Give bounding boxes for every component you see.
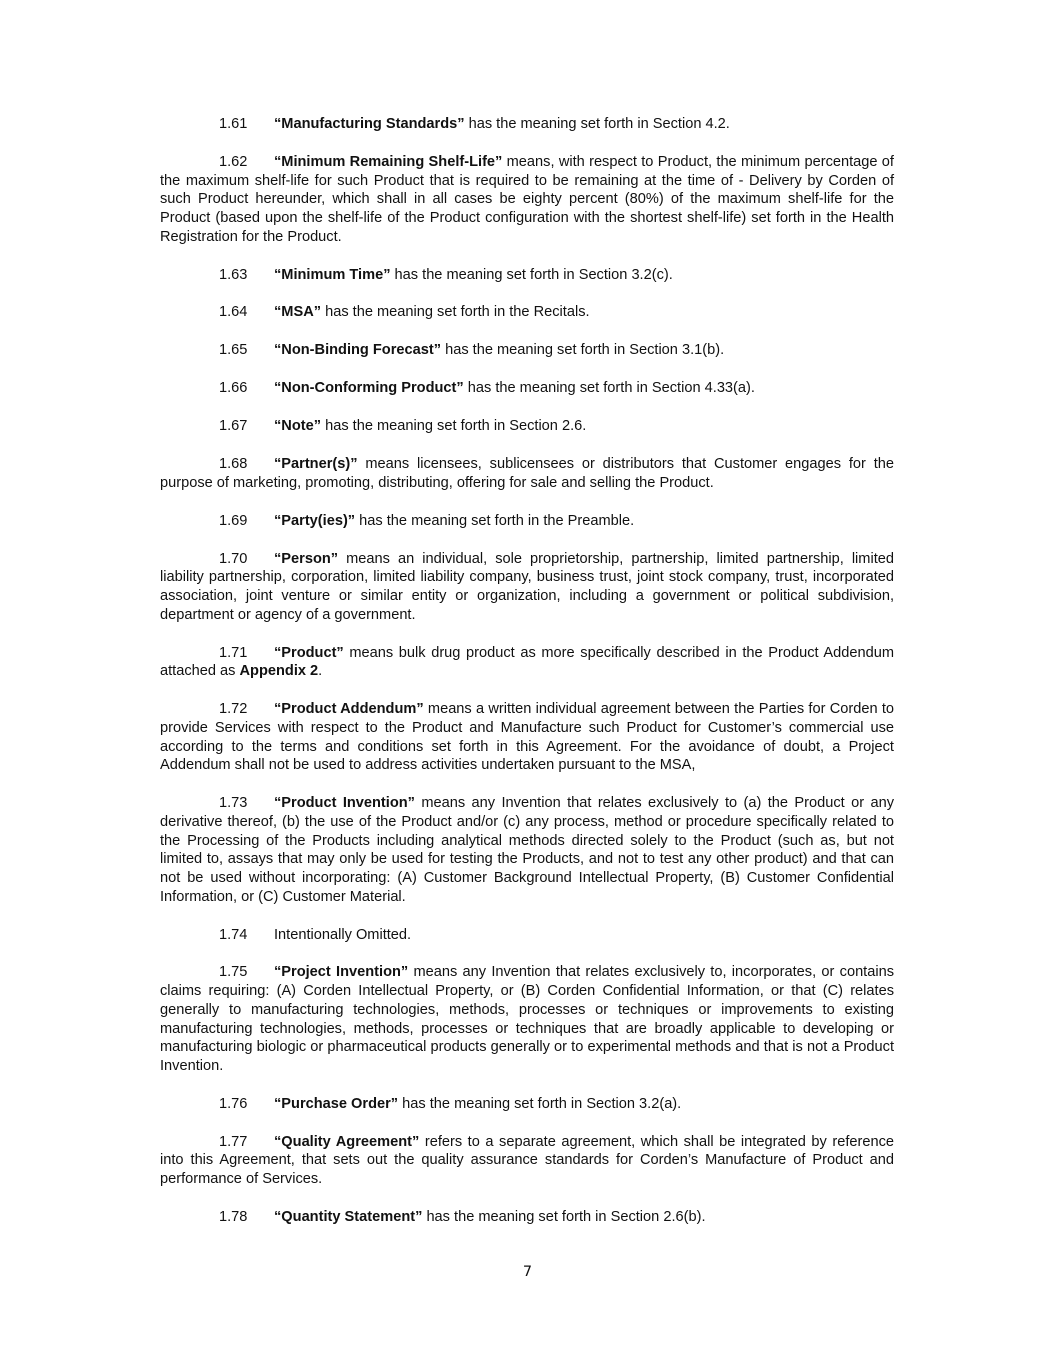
definition-1-66 [160,379,894,398]
definition-1-67 [160,417,894,436]
definition-text: means bulk drug product as more specifically described in the Product Addendum attached as [160,644,894,680]
appendix-reference: Appendix 2 [239,663,319,680]
definition-text: means an individual, sole proprietorship, partnership, limited partnership, limited liability partnership, corporation, limited liability company, business trust, joint stock company, trust, incorporated association, joint venture or similar entity or organization, including a government or political subdivision, department or agency of a government. [160,550,894,623]
definition-1-61 [160,115,894,134]
page-number: 7 [522,1264,533,1280]
definition-text: means any Invention that relates exclusively to (a) the Product or any derivative thereof, (b) the use of the Product and/or (c) any process, method or procedure specifically related to the Processing of the Products including analytical methods directed solely to the Product (such as, but not limited to, assays that may only be used for testing the Products, and not to test any other product) and that can not be used without incorporating: (A) Customer Background Intellectual Property, (B) Customer Confidential Information, or (C) Customer Material. [160,795,894,905]
section-number: 1.71 [219,644,248,661]
defined-term: “Minimum Time” [274,266,391,283]
section-number: 1.61 [219,116,248,132]
section-number: 1.76 [219,1095,248,1112]
definition-text: has the meaning set forth in Section 2.6. [321,418,587,435]
defined-term: “Non-Conforming Product” [274,380,464,397]
section-number: 1.65 [219,342,248,359]
definition-text: means licensees, sublicensees or distributors that Customer engages for the purpose of marketing, promoting, distributing, offering for sale and selling the Product. [160,456,894,491]
definition-1-69 [160,512,894,531]
section-number: 1.77 [219,1133,248,1150]
definitions-list [160,115,894,1246]
section-number: 1.69 [219,512,248,529]
definition-1-62 [160,153,894,247]
defined-term: “Manufacturing Standards” [274,116,465,132]
defined-term: “Product Invention” [274,795,415,812]
defined-term: “Product” [274,644,344,661]
defined-term: “Person” [274,550,339,567]
section-number: 1.62 [219,153,248,170]
section-number: 1.68 [219,456,248,473]
defined-term: “Non-Binding Forecast” [274,342,442,359]
definition-1-77 [160,1133,894,1189]
defined-term: “Quality Agreement” [274,1133,420,1150]
definition-text: has the meaning set forth in Section 3.1(b). [441,342,725,359]
defined-term: “Product Addendum” [274,701,424,718]
definition-1-72 [160,700,894,775]
definition-text: has the meaning set forth in Section 4.2. [464,116,730,132]
definition-1-63 [160,266,894,285]
definition-text-tail: . [318,663,323,680]
defined-term: “Party(ies)” [274,512,356,529]
definition-1-68 [160,455,894,492]
section-number: 1.66 [219,380,248,397]
definition-1-65 [160,341,894,360]
defined-term: “Quantity Statement” [274,1209,423,1226]
section-number: 1.70 [219,550,248,567]
defined-term: “Minimum Remaining Shelf-Life” [274,153,503,170]
definition-text: means, with respect to Product, the minimum percentage of the maximum shelf-life for such Product that is required to be remaining at the time of - Delivery by Corden of such Product hereunder, which shall in all cases be eighty percent (80%) of the maximum shelf-life for the Product (based upon the shelf-life of the Product configuration with the shortest shelf-life) set forth in the Health Registration for the Product. [160,153,894,245]
defined-term: “MSA” [274,304,322,321]
definition-text: refers to a separate agreement, which shall be integrated by reference into this Agreement, that sets out the quality assurance standards for Corden’s Manufacture of Product and performance of Services. [160,1133,894,1188]
definition-1-76 [160,1095,894,1114]
section-number: 1.74 [219,926,248,943]
definition-text: means a written individual agreement between the Parties for Corden to provide Services with respect to the Product and Manufacture such Product for Customer’s commercial use according to the terms and conditions set forth in this Agreement. For the avoidance of doubt, a Project Addendum shall not be used to address activities undertaken pursuant to the MSA, [160,701,894,774]
definition-1-73 [160,794,894,906]
definition-text: Intentionally Omitted. [274,926,412,943]
definition-1-70 [160,550,894,625]
definition-text: has the meaning set forth in Section 3.2(a). [398,1095,682,1112]
definition-text: has the meaning set forth in the Recitals. [321,304,590,321]
section-number: 1.78 [219,1209,248,1226]
definition-text: means any Invention that relates exclusively to, incorporates, or contains claims requiring: (A) Corden Intellectual Property, or (B) Corden Confidential Information, or that (C) relates generally to manufacturing technologies, methods, processes or techniques or improvements to existing manufacturing technologies, methods, processes or techniques that are broadly applicable to developing or manufacturing biologic or pharmaceutical products generally or to experimental methods and that is not a Product Invention. [160,964,895,1074]
defined-term: “Partner(s)” [274,456,358,473]
section-number: 1.67 [219,418,248,435]
section-number: 1.75 [219,964,248,981]
section-number: 1.63 [219,266,248,283]
definition-1-75 [160,963,894,1075]
section-number: 1.64 [219,304,248,321]
definition-1-71 [160,644,894,681]
definition-1-64 [160,303,894,322]
definition-text: has the meaning set forth in Section 4.33(a). [463,380,755,397]
section-number: 1.73 [219,795,248,812]
definition-1-78 [160,1208,894,1227]
section-number: 1.72 [219,701,248,718]
definition-text: has the meaning set forth in Section 2.6(b). [422,1209,706,1226]
defined-term: “Note” [274,418,322,435]
definition-1-74 [160,926,894,945]
defined-term: “Purchase Order” [274,1095,399,1112]
definition-text: has the meaning set forth in the Preamble. [355,512,635,529]
definition-text: has the meaning set forth in Section 3.2(c). [390,266,673,283]
defined-term: “Project Invention” [274,964,409,981]
